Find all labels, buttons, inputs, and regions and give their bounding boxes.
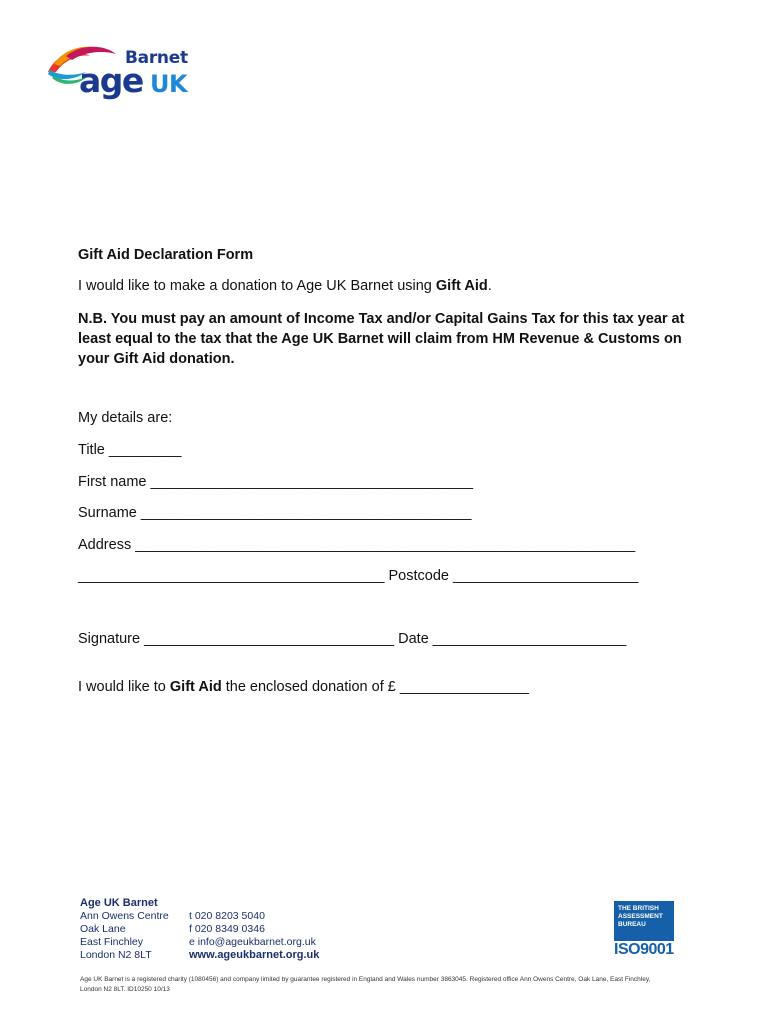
gift-post[interactable]: the enclosed donation of £ ________________ xyxy=(221,679,529,695)
gift-aid-line xyxy=(78,678,529,696)
nb-notice: N.B. You must pay an amount of Income Tax and/or Capital Gains Tax for this tax year at least equal to the tax that the Age UK Barnet will claim from HM Revenue & Customs on your Gift Aid donation. xyxy=(78,311,685,367)
footer-addr2: Oak Lane xyxy=(80,923,126,935)
iso-number: ISO9001 xyxy=(614,941,674,958)
gift-bold: Gift Aid xyxy=(169,679,222,695)
footer-address xyxy=(80,897,169,962)
address-field[interactable]: Address ______________________________________________________________ xyxy=(78,537,636,553)
intro-bold: Gift Aid xyxy=(435,278,488,294)
intro-end: . xyxy=(487,278,492,294)
title-field[interactable]: Title _________ xyxy=(78,442,182,458)
signature-field[interactable]: Signature _______________________________ xyxy=(78,631,395,647)
iso-certification-badge xyxy=(614,901,676,961)
footer-fax: f 020 8349 0346 xyxy=(189,923,265,935)
footer-org: Age UK Barnet xyxy=(80,897,158,909)
logo-age-text: age xyxy=(79,61,143,100)
surname-field[interactable]: Surname _________________________________________ xyxy=(78,505,472,521)
footer-addr1: Ann Owens Centre xyxy=(80,910,169,922)
postcode-field[interactable]: Postcode _______________________ xyxy=(388,568,639,584)
address-line2[interactable]: ______________________________________ xyxy=(78,568,385,584)
iso-box: THE BRITISH ASSESSMENT BUREAU xyxy=(614,901,674,941)
gift-pre: I would like to xyxy=(78,679,170,695)
footer-web[interactable]: www.ageukbarnet.org.uk xyxy=(189,949,320,961)
intro-text: I would like to make a donation to Age UK Barnet using xyxy=(78,278,436,294)
footer-tel: t 020 8203 5040 xyxy=(189,910,265,922)
logo-uk-text: UK xyxy=(150,70,188,98)
date-field[interactable]: Date ________________________ xyxy=(398,631,627,647)
footer-contact xyxy=(189,910,319,962)
signature-row[interactable] xyxy=(78,630,626,648)
footer-addr3: East Finchley xyxy=(80,936,144,948)
age-uk-barnet-logo xyxy=(46,42,196,106)
legal-text: Age UK Barnet is a registered charity (1080456) and company limited by guarantee registered in England and Wales number 3863045. Registered office Ann Owens Centre, Oak Lane, East Finchley, London N2 8LT. ID10250 10/13 xyxy=(80,976,651,993)
form-title: Gift Aid Declaration Form xyxy=(78,247,254,263)
details-heading: My details are: xyxy=(78,410,173,426)
footer-email[interactable]: e info@ageukbarnet.org.uk xyxy=(189,936,316,948)
intro-line xyxy=(78,277,492,295)
footer-addr4: London N2 8LT xyxy=(80,949,152,961)
address-line2-field[interactable] xyxy=(78,567,638,585)
logo-barnet-text: Barnet xyxy=(125,48,188,68)
first-name-field[interactable]: First name ________________________________________ xyxy=(78,474,474,490)
